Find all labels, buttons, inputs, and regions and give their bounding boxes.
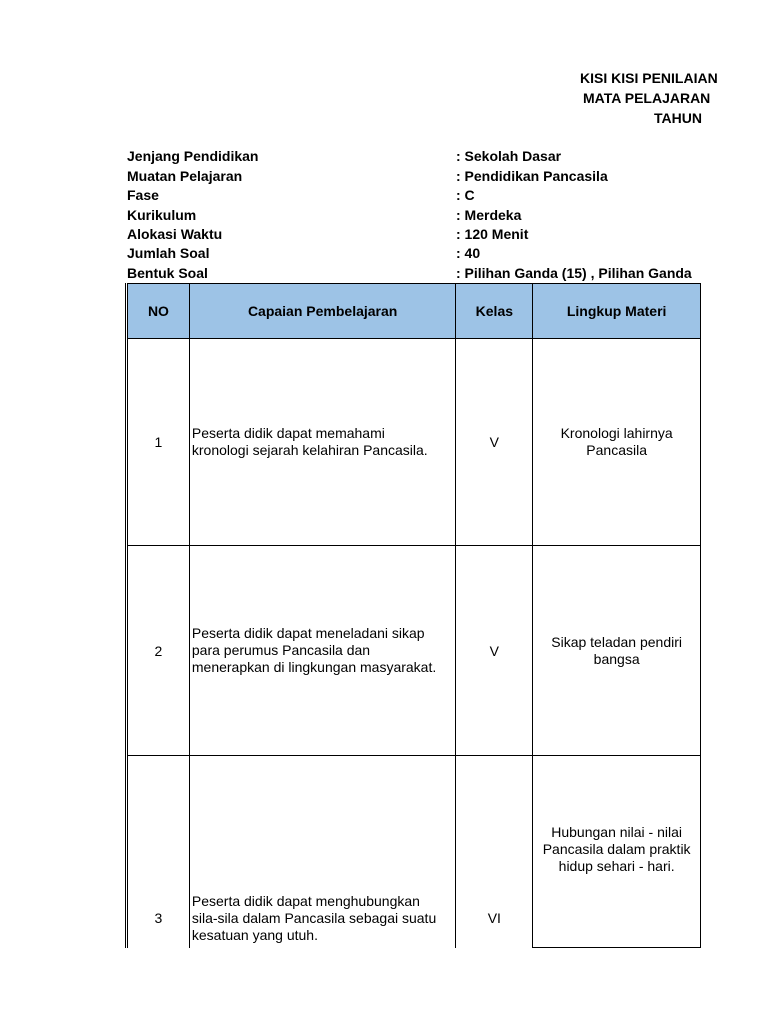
lingkup-line: Pancasila xyxy=(586,442,647,458)
lingkup-line: hidup sehari - hari. xyxy=(558,858,675,874)
cell-kelas: VI xyxy=(456,756,533,948)
info-value: : Pilihan Ganda (15) , Pilihan Ganda xyxy=(456,265,692,281)
info-label: Alokasi Waktu xyxy=(127,226,223,242)
info-value: : C xyxy=(456,187,475,203)
info-label: Kurikulum xyxy=(127,207,197,223)
cell-capaian xyxy=(189,339,456,546)
cell-kelas: V xyxy=(456,546,533,756)
cell-lingkup xyxy=(533,339,701,546)
capaian-line: Peserta didik dapat memahami xyxy=(191,425,385,441)
lingkup-line: Pancasila dalam praktik xyxy=(542,841,691,857)
capaian-line: para perumus Pancasila dan xyxy=(191,642,371,658)
year-title: TAHUN xyxy=(654,110,702,126)
info-value: : Pendidikan Pancasila xyxy=(456,168,608,184)
table-row xyxy=(127,339,701,546)
cell-no: 3 xyxy=(127,756,190,948)
header-capaian: Capaian Pembelajaran xyxy=(189,284,456,339)
cell-capaian xyxy=(189,756,456,948)
table-row xyxy=(127,546,701,756)
lingkup-line: Hubungan nilai - nilai xyxy=(551,824,683,840)
info-label: Muatan Pelajaran xyxy=(127,168,243,184)
capaian-line: sila-sila dalam Pancasila sebagai suatu xyxy=(191,909,437,926)
capaian-line: menerapkan di lingkungan masyarakat. xyxy=(191,659,437,675)
info-label: Fase xyxy=(127,187,159,203)
table-row xyxy=(127,756,701,948)
table-header-row xyxy=(127,284,701,339)
info-label: Bentuk Soal xyxy=(127,265,208,281)
header-no: NO xyxy=(127,284,190,339)
capaian-line: kesatuan yang utuh. xyxy=(191,926,318,943)
capaian-line: Peserta didik dapat meneladani sikap xyxy=(191,625,425,641)
cell-kelas: V xyxy=(456,339,533,546)
info-value: : 120 Menit xyxy=(456,226,529,242)
lingkup-line: Kronologi lahirnya xyxy=(560,425,673,441)
info-value: : 40 xyxy=(456,245,481,261)
info-value: : Merdeka xyxy=(456,207,522,223)
cell-no: 1 xyxy=(127,339,190,546)
lingkup-line: Sikap teladan pendiri xyxy=(551,633,683,650)
cell-lingkup xyxy=(533,756,701,948)
capaian-line: kronologi sejarah kelahiran Pancasila. xyxy=(191,442,428,458)
capaian-line: Peserta didik dapat menghubungkan xyxy=(191,892,420,909)
document-title: KISI KISI PENILAIAN xyxy=(580,70,718,86)
info-value: : Sekolah Dasar xyxy=(456,148,562,164)
subject-title: MATA PELAJARAN xyxy=(583,90,711,106)
header-lingkup: Lingkup Materi xyxy=(533,284,701,339)
header-kelas: Kelas xyxy=(456,284,533,339)
info-label: Jenjang Pendidikan xyxy=(127,148,259,164)
kisi-kisi-table xyxy=(125,283,701,948)
cell-lingkup xyxy=(533,546,701,756)
cell-no: 2 xyxy=(127,546,190,756)
cell-capaian xyxy=(189,546,456,756)
info-label: Jumlah Soal xyxy=(127,245,210,261)
lingkup-line: bangsa xyxy=(593,650,640,667)
